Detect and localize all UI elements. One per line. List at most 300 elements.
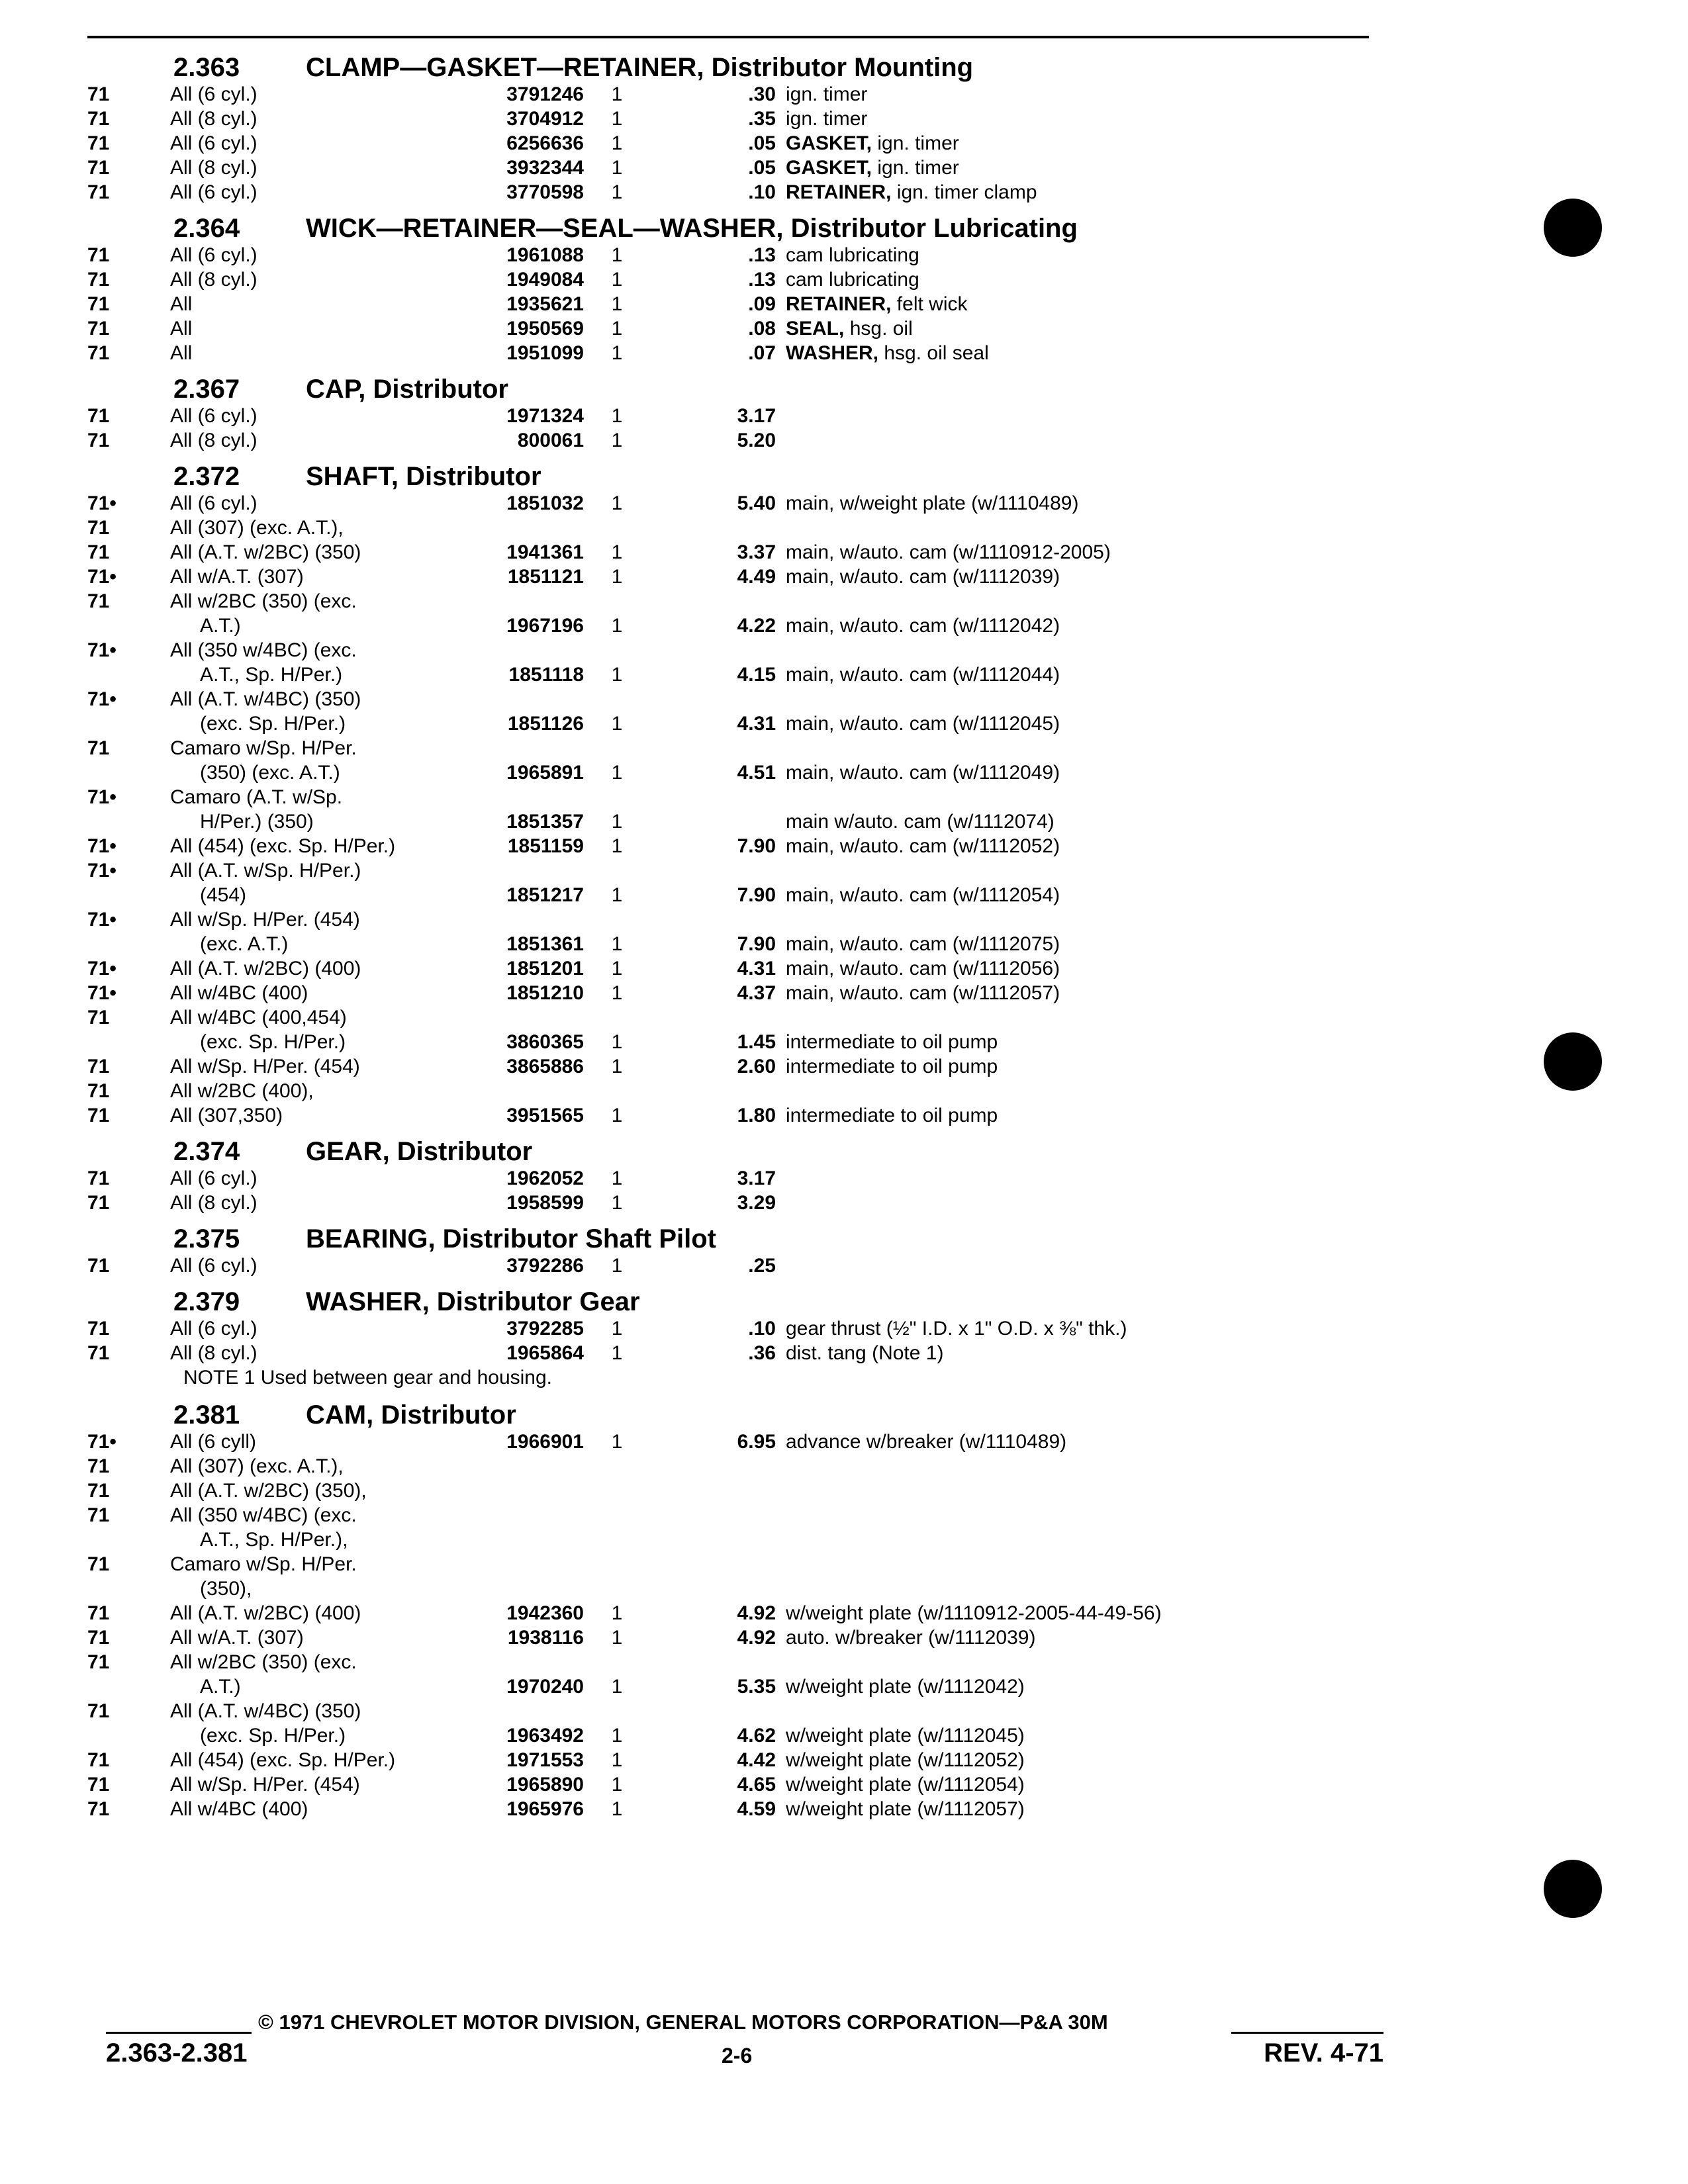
price: .36 bbox=[748, 1342, 776, 1364]
description-text: main, w/auto. cam (w/1112042) bbox=[786, 615, 1060, 637]
part-row bbox=[87, 1503, 1372, 1527]
part-row bbox=[87, 1723, 1372, 1748]
description-text: main, w/auto. cam (w/1112049) bbox=[786, 762, 1060, 784]
price: .05 bbox=[748, 132, 776, 154]
application: All w/2BC (400), bbox=[170, 1080, 314, 1102]
part-row bbox=[87, 589, 1372, 614]
description bbox=[786, 492, 1372, 515]
model-year: 71 bbox=[87, 1553, 110, 1575]
price: 4.51 bbox=[737, 762, 776, 784]
part-row bbox=[87, 1650, 1372, 1674]
part-row bbox=[87, 1079, 1372, 1103]
price: .10 bbox=[748, 181, 776, 203]
application: A.T., Sp. H/Per.) bbox=[200, 664, 343, 686]
section-title: CAP, Distributor bbox=[306, 375, 508, 404]
model-year: 71• bbox=[87, 786, 117, 808]
description bbox=[786, 541, 1372, 564]
application: All w/2BC (350) (exc. bbox=[170, 590, 357, 612]
description-text: auto. w/breaker (w/1112039) bbox=[786, 1627, 1036, 1649]
description bbox=[786, 1342, 1372, 1365]
description bbox=[786, 713, 1372, 735]
section-title: CAM, Distributor bbox=[306, 1400, 516, 1430]
quantity: 1 bbox=[611, 713, 623, 735]
model-year: 71 bbox=[87, 1504, 110, 1526]
part-row bbox=[87, 292, 1372, 316]
part-row bbox=[87, 565, 1372, 589]
quantity: 1 bbox=[611, 1342, 623, 1364]
model-year: 71 bbox=[87, 157, 110, 179]
quantity: 1 bbox=[611, 132, 623, 154]
model-year: 71 bbox=[87, 517, 110, 539]
description-text: w/weight plate (w/1112054) bbox=[786, 1774, 1025, 1796]
price: 4.31 bbox=[737, 713, 776, 735]
section-heading bbox=[87, 205, 1372, 243]
application: All bbox=[170, 293, 193, 315]
description-text: felt wick bbox=[896, 293, 968, 315]
footer-rule-right bbox=[1231, 2032, 1383, 2034]
part-number: 1851121 bbox=[507, 566, 584, 588]
quantity: 1 bbox=[611, 342, 623, 364]
part-row bbox=[87, 1191, 1372, 1215]
application: All (8 cyl.) bbox=[170, 430, 258, 451]
application: All (A.T. w/4BC) (350) bbox=[170, 1700, 361, 1722]
page-number: 2-6 bbox=[722, 2044, 753, 2068]
description bbox=[786, 157, 1372, 179]
description bbox=[786, 244, 1372, 267]
part-row bbox=[87, 131, 1372, 156]
description-text: main, w/auto. cam (w/1112056) bbox=[786, 958, 1060, 979]
quantity: 1 bbox=[611, 541, 623, 563]
price: .25 bbox=[748, 1255, 776, 1277]
section-number: 2.367 bbox=[173, 375, 240, 404]
quantity: 1 bbox=[611, 405, 623, 427]
application: All (6 cyl.) bbox=[170, 1167, 258, 1189]
price: 5.40 bbox=[737, 492, 776, 514]
part-number: 1951099 bbox=[506, 342, 584, 364]
part-row bbox=[87, 82, 1372, 107]
application: All w/4BC (400,454) bbox=[170, 1007, 347, 1028]
model-year: 71• bbox=[87, 982, 117, 1004]
application: Camaro (A.T. w/Sp. bbox=[170, 786, 343, 808]
part-number: 1851361 bbox=[506, 933, 584, 955]
part-number: 1965891 bbox=[506, 762, 584, 784]
section-heading bbox=[87, 1278, 1372, 1316]
price: 4.37 bbox=[737, 982, 776, 1004]
quantity: 1 bbox=[611, 1676, 623, 1698]
part-row bbox=[87, 662, 1372, 687]
part-row bbox=[87, 1430, 1372, 1454]
part-row bbox=[87, 981, 1372, 1005]
description bbox=[786, 1627, 1372, 1649]
part-number: 3860365 bbox=[506, 1031, 584, 1053]
application: All (A.T. w/2BC) (400) bbox=[170, 1602, 361, 1624]
description bbox=[786, 1749, 1372, 1772]
part-row bbox=[87, 540, 1372, 565]
application: All (307) (exc. A.T.), bbox=[170, 1455, 344, 1477]
part-row bbox=[87, 1699, 1372, 1723]
price: 4.65 bbox=[737, 1774, 776, 1796]
application: All (307) (exc. A.T.), bbox=[170, 517, 344, 539]
description bbox=[786, 762, 1372, 784]
part-row bbox=[87, 1601, 1372, 1625]
part-number: 1967196 bbox=[506, 615, 584, 637]
description-text: ign. timer bbox=[786, 83, 868, 105]
model-year: 71 bbox=[87, 342, 110, 364]
part-row bbox=[87, 428, 1372, 453]
application: All w/A.T. (307) bbox=[170, 1627, 304, 1649]
part-number: 3792286 bbox=[506, 1255, 584, 1277]
part-number: 1965976 bbox=[506, 1798, 584, 1820]
quantity: 1 bbox=[611, 1255, 623, 1277]
part-number: 1950569 bbox=[506, 318, 584, 340]
quantity: 1 bbox=[611, 1167, 623, 1189]
description-text: main, w/auto. cam (w/1112052) bbox=[786, 835, 1060, 857]
part-number: 3704912 bbox=[506, 108, 584, 130]
part-row bbox=[87, 809, 1372, 834]
price: .35 bbox=[748, 108, 776, 130]
price: .13 bbox=[748, 244, 776, 266]
description-text: main, w/auto. cam (w/1112044) bbox=[786, 664, 1060, 686]
part-number: 6256636 bbox=[506, 132, 584, 154]
description bbox=[786, 1798, 1372, 1821]
part-row bbox=[87, 1748, 1372, 1772]
model-year: 71• bbox=[87, 860, 117, 882]
description-text: main, w/auto. cam (w/1112057) bbox=[786, 982, 1060, 1004]
application: All w/Sp. H/Per. (454) bbox=[170, 1774, 360, 1796]
price: 1.45 bbox=[737, 1031, 776, 1053]
part-row bbox=[87, 687, 1372, 711]
price: .30 bbox=[748, 83, 776, 105]
part-row bbox=[87, 883, 1372, 907]
application: (454) bbox=[200, 884, 247, 906]
price: .05 bbox=[748, 157, 776, 179]
quantity: 1 bbox=[611, 293, 623, 315]
part-row bbox=[87, 858, 1372, 883]
model-year: 71 bbox=[87, 1602, 110, 1624]
binder-hole-top bbox=[1544, 199, 1602, 257]
description-text: w/weight plate (w/1112045) bbox=[786, 1725, 1025, 1747]
application: All w/Sp. H/Per. (454) bbox=[170, 909, 360, 931]
part-number: 1851126 bbox=[507, 713, 584, 735]
part-row bbox=[87, 516, 1372, 540]
revision-label: REV. 4-71 bbox=[1264, 2038, 1383, 2068]
quantity: 1 bbox=[611, 492, 623, 514]
description-text: main, w/auto. cam (w/1112039) bbox=[786, 566, 1060, 588]
section-heading bbox=[87, 365, 1372, 404]
quantity: 1 bbox=[611, 762, 623, 784]
part-row bbox=[87, 1005, 1372, 1030]
description bbox=[786, 1725, 1372, 1747]
description bbox=[786, 835, 1372, 858]
model-year: 71 bbox=[87, 1255, 110, 1277]
application: Camaro w/Sp. H/Per. bbox=[170, 737, 357, 759]
quantity: 1 bbox=[611, 1774, 623, 1796]
part-row bbox=[87, 932, 1372, 956]
description-keyword: GASKET, bbox=[786, 132, 872, 154]
description-text: hsg. oil bbox=[849, 318, 913, 340]
model-year: 71 bbox=[87, 405, 110, 427]
model-year: 71 bbox=[87, 108, 110, 130]
part-number: 1851118 bbox=[508, 664, 584, 686]
part-number: 1970240 bbox=[506, 1676, 584, 1698]
application: All w/A.T. (307) bbox=[170, 566, 304, 588]
quantity: 1 bbox=[611, 566, 623, 588]
model-year: 71 bbox=[87, 1651, 110, 1673]
quantity: 1 bbox=[611, 1431, 623, 1453]
price: 3.17 bbox=[737, 405, 776, 427]
description-text: main, w/auto. cam (w/1112075) bbox=[786, 933, 1060, 955]
model-year: 71 bbox=[87, 1318, 110, 1340]
description-text: w/weight plate (w/1112042) bbox=[786, 1676, 1025, 1698]
model-year: 71 bbox=[87, 244, 110, 266]
application: All (A.T. w/2BC) (400) bbox=[170, 958, 361, 979]
section-number: 2.364 bbox=[173, 214, 240, 243]
part-number: 1851159 bbox=[507, 835, 584, 857]
section-title: WICK—RETAINER—SEAL—WASHER, Distributor Lubricating bbox=[306, 214, 1078, 243]
part-row bbox=[87, 1772, 1372, 1797]
model-year: 71 bbox=[87, 293, 110, 315]
part-row bbox=[87, 1316, 1372, 1341]
part-number: 1851357 bbox=[506, 811, 584, 833]
application: All (8 cyl.) bbox=[170, 1342, 258, 1364]
part-row bbox=[87, 1030, 1372, 1054]
part-number: 1965864 bbox=[506, 1342, 584, 1364]
part-number: 1941361 bbox=[506, 541, 584, 563]
quantity: 1 bbox=[611, 430, 623, 451]
application: All (A.T. w/2BC) (350), bbox=[170, 1480, 367, 1502]
part-number: 1851217 bbox=[506, 884, 584, 906]
section-note: NOTE 1 Used between gear and housing. bbox=[183, 1367, 553, 1388]
description bbox=[786, 1056, 1372, 1078]
quantity: 1 bbox=[611, 1192, 623, 1214]
application: All (454) (exc. Sp. H/Per.) bbox=[170, 1749, 396, 1771]
price: .08 bbox=[748, 318, 776, 340]
application: All w/2BC (350) (exc. bbox=[170, 1651, 357, 1673]
application: All (6 cyl.) bbox=[170, 181, 258, 203]
quantity: 1 bbox=[611, 157, 623, 179]
price: .07 bbox=[748, 342, 776, 364]
part-number: 3791246 bbox=[506, 83, 584, 105]
application: All (6 cyl.) bbox=[170, 405, 258, 427]
part-row bbox=[87, 1527, 1372, 1552]
description-keyword: WASHER, bbox=[786, 342, 879, 364]
application: All (350 w/4BC) (exc. bbox=[170, 639, 357, 661]
quantity: 1 bbox=[611, 181, 623, 203]
quantity: 1 bbox=[611, 1749, 623, 1771]
description bbox=[786, 884, 1372, 907]
part-row bbox=[87, 156, 1372, 180]
model-year: 71 bbox=[87, 1192, 110, 1214]
part-row bbox=[87, 1103, 1372, 1128]
part-row bbox=[87, 736, 1372, 760]
quantity: 1 bbox=[611, 83, 623, 105]
price: .10 bbox=[748, 1318, 776, 1340]
description-text: main, w/weight plate (w/1110489) bbox=[786, 492, 1079, 514]
model-year: 71 bbox=[87, 1455, 110, 1477]
description-text: intermediate to oil pump bbox=[786, 1031, 998, 1053]
part-number: 1966901 bbox=[506, 1431, 584, 1453]
part-row bbox=[87, 316, 1372, 341]
application: All (A.T. w/4BC) (350) bbox=[170, 688, 361, 710]
application: All (6 cyl.) bbox=[170, 132, 258, 154]
model-year: 71 bbox=[87, 132, 110, 154]
quantity: 1 bbox=[611, 1725, 623, 1747]
description-text: gear thrust (½" I.D. x 1" O.D. x ⅜" thk.) bbox=[786, 1318, 1127, 1340]
model-year: 71 bbox=[87, 1007, 110, 1028]
model-year: 71 bbox=[87, 1798, 110, 1820]
section-title: CLAMP—GASKET—RETAINER, Distributor Mounting bbox=[306, 53, 974, 82]
binder-hole-middle bbox=[1544, 1032, 1602, 1091]
part-number: 1958599 bbox=[506, 1192, 584, 1214]
part-number: 1962052 bbox=[506, 1167, 584, 1189]
description bbox=[786, 1774, 1372, 1796]
price: 7.90 bbox=[737, 835, 776, 857]
quantity: 1 bbox=[611, 244, 623, 266]
description-text: main, w/auto. cam (w/1110912-2005) bbox=[786, 541, 1111, 563]
model-year: 71• bbox=[87, 958, 117, 979]
part-number: 1851210 bbox=[506, 982, 584, 1004]
description bbox=[786, 566, 1372, 588]
quantity: 1 bbox=[611, 933, 623, 955]
model-year: 71 bbox=[87, 1105, 110, 1126]
footer-rule-left bbox=[106, 2032, 252, 2034]
binder-hole-bottom bbox=[1544, 1860, 1602, 1918]
application: (exc. Sp. H/Per.) bbox=[200, 1725, 346, 1747]
model-year: 71 bbox=[87, 1480, 110, 1502]
section-heading bbox=[87, 1128, 1372, 1166]
model-year: 71 bbox=[87, 1167, 110, 1189]
quantity: 1 bbox=[611, 1031, 623, 1053]
description-text: main, w/auto. cam (w/1112054) bbox=[786, 884, 1060, 906]
application: A.T., Sp. H/Per.), bbox=[200, 1529, 348, 1551]
part-row bbox=[87, 1341, 1372, 1365]
section-title: GEAR, Distributor bbox=[306, 1137, 533, 1166]
price: 3.29 bbox=[737, 1192, 776, 1214]
section-number: 2.375 bbox=[173, 1224, 240, 1253]
part-row bbox=[87, 711, 1372, 736]
description bbox=[786, 181, 1372, 204]
part-row bbox=[87, 1253, 1372, 1278]
quantity: 1 bbox=[611, 1798, 623, 1820]
model-year: 71• bbox=[87, 492, 117, 514]
description-text: w/weight plate (w/1112057) bbox=[786, 1798, 1025, 1820]
model-year: 71• bbox=[87, 909, 117, 931]
application: All (454) (exc. Sp. H/Per.) bbox=[170, 835, 396, 857]
application: Camaro w/Sp. H/Per. bbox=[170, 1553, 357, 1575]
model-year: 71 bbox=[87, 1774, 110, 1796]
application: All w/4BC (400) bbox=[170, 982, 308, 1004]
price: .09 bbox=[748, 293, 776, 315]
section-range: 2.363-2.381 bbox=[106, 2038, 248, 2068]
part-row bbox=[87, 1479, 1372, 1503]
model-year: 71 bbox=[87, 181, 110, 203]
description-text: hsg. oil seal bbox=[884, 342, 989, 364]
part-number: 800061 bbox=[517, 430, 584, 451]
quantity: 1 bbox=[611, 269, 623, 291]
parts-catalog-content bbox=[87, 44, 1372, 1821]
application: All (8 cyl.) bbox=[170, 1192, 258, 1214]
application: All (6 cyl.) bbox=[170, 244, 258, 266]
application: All (6 cyl.) bbox=[170, 1318, 258, 1340]
part-row bbox=[87, 907, 1372, 932]
part-number: 1938116 bbox=[507, 1627, 584, 1649]
description bbox=[786, 1602, 1372, 1625]
description-text: intermediate to oil pump bbox=[786, 1105, 998, 1126]
price: 5.20 bbox=[737, 430, 776, 451]
part-row bbox=[87, 614, 1372, 638]
part-row bbox=[87, 404, 1372, 428]
part-row bbox=[87, 956, 1372, 981]
part-row bbox=[87, 785, 1372, 809]
application: All bbox=[170, 318, 193, 340]
model-year: 71 bbox=[87, 318, 110, 340]
description-text: intermediate to oil pump bbox=[786, 1056, 998, 1077]
part-number: 3792285 bbox=[506, 1318, 584, 1340]
model-year: 71 bbox=[87, 590, 110, 612]
quantity: 1 bbox=[611, 1105, 623, 1126]
price: 4.62 bbox=[737, 1725, 776, 1747]
description bbox=[786, 615, 1372, 637]
part-number: 1971553 bbox=[506, 1749, 584, 1771]
part-number: 1851032 bbox=[506, 492, 584, 514]
description-keyword: GASKET, bbox=[786, 157, 872, 179]
description-text: cam lubricating bbox=[786, 244, 919, 266]
part-row bbox=[87, 107, 1372, 131]
application: All (A.T. w/Sp. H/Per.) bbox=[170, 860, 361, 882]
part-number: 1942360 bbox=[506, 1602, 584, 1624]
application: All (8 cyl.) bbox=[170, 157, 258, 179]
price: 4.42 bbox=[737, 1749, 776, 1771]
description bbox=[786, 933, 1372, 956]
part-row bbox=[87, 1625, 1372, 1650]
price: 1.80 bbox=[737, 1105, 776, 1126]
part-number: 1949084 bbox=[506, 269, 584, 291]
section-number: 2.379 bbox=[173, 1287, 240, 1316]
price: 3.37 bbox=[737, 541, 776, 563]
part-number: 3770598 bbox=[506, 181, 584, 203]
price: 6.95 bbox=[737, 1431, 776, 1453]
application: All (350 w/4BC) (exc. bbox=[170, 1504, 357, 1526]
price: 4.92 bbox=[737, 1627, 776, 1649]
section-heading bbox=[87, 44, 1372, 82]
part-row bbox=[87, 243, 1372, 267]
part-number: 3932344 bbox=[506, 157, 584, 179]
model-year: 71 bbox=[87, 430, 110, 451]
description-text: cam lubricating bbox=[786, 269, 919, 291]
application: A.T.) bbox=[200, 1676, 241, 1698]
application: A.T.) bbox=[200, 615, 241, 637]
model-year: 71 bbox=[87, 1342, 110, 1364]
page-footer bbox=[106, 2005, 1383, 2071]
quantity: 1 bbox=[611, 615, 623, 637]
application: All (6 cyl.) bbox=[170, 492, 258, 514]
application: All w/Sp. H/Per. (454) bbox=[170, 1056, 360, 1077]
description bbox=[786, 83, 1372, 106]
description-keyword: RETAINER, bbox=[786, 293, 892, 315]
description-text: main w/auto. cam (w/1112074) bbox=[786, 811, 1055, 833]
description bbox=[786, 293, 1372, 316]
part-row bbox=[87, 1797, 1372, 1821]
part-row bbox=[87, 1166, 1372, 1191]
model-year: 71 bbox=[87, 1700, 110, 1722]
description bbox=[786, 342, 1372, 365]
section-number: 2.374 bbox=[173, 1137, 240, 1166]
quantity: 1 bbox=[611, 1627, 623, 1649]
description-text: advance w/breaker (w/1110489) bbox=[786, 1431, 1067, 1453]
description bbox=[786, 1105, 1372, 1127]
section-title: BEARING, Distributor Shaft Pilot bbox=[306, 1224, 716, 1253]
part-row bbox=[87, 267, 1372, 292]
